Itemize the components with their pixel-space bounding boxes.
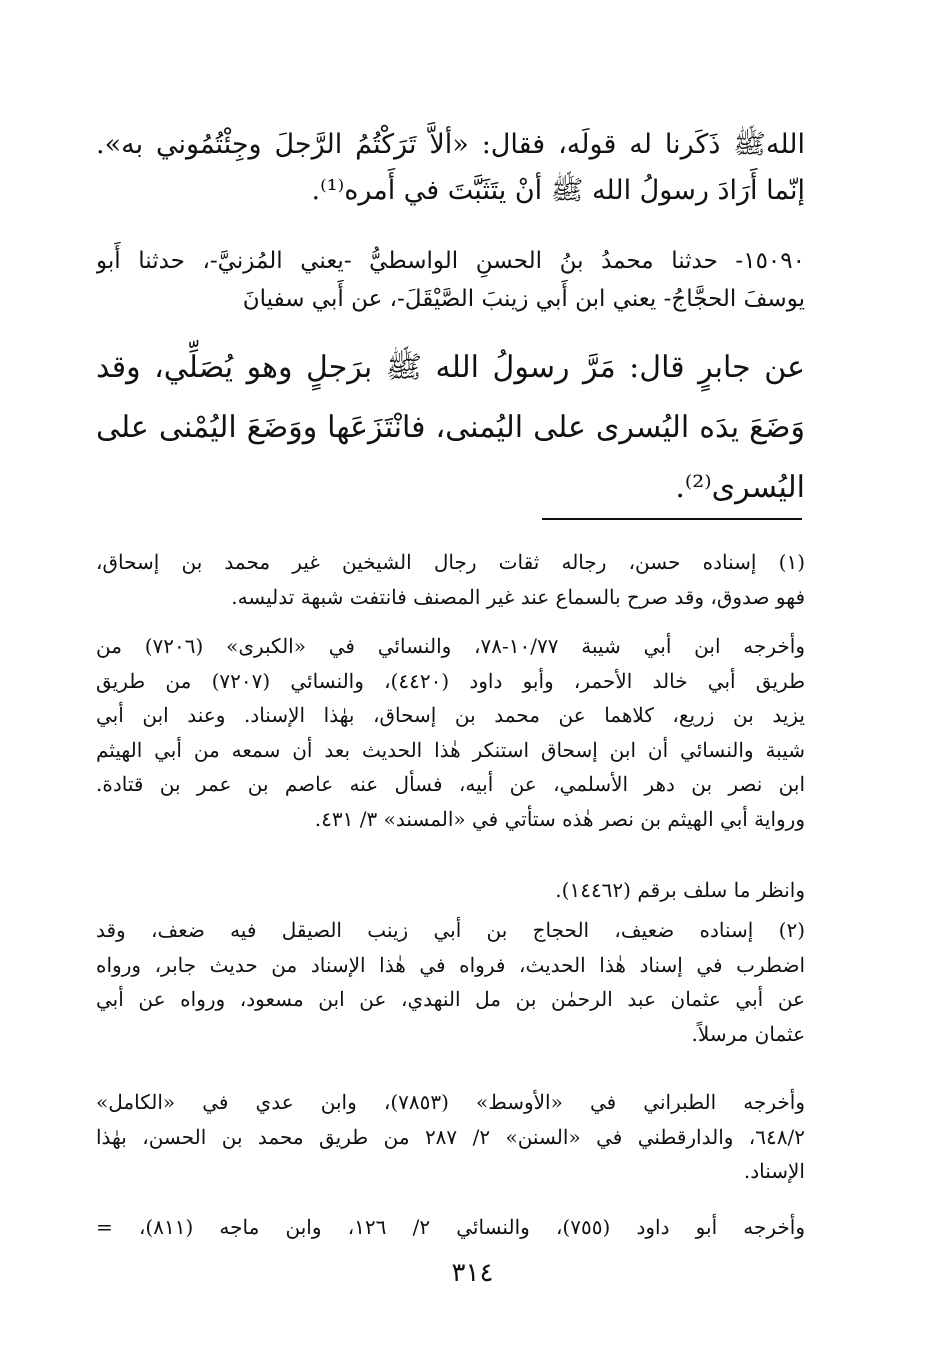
- text-line: عن أبي عثمان عبد الرحمٰن بن مل النهدي، عن ابن مسعود، ورواه عن أبي: [96, 987, 805, 1011]
- footnote-1: [96, 545, 805, 614]
- footnote-2-continued: [96, 1210, 805, 1245]
- text-line: ٦٤٨/٢، والدارقطني في «السنن» ٢/ ٢٨٧ من طريق محمد بن الحسن، بهٰذا: [96, 1124, 805, 1149]
- text-line: إنّما أَرَادَ رسولُ الله ﷺ أنْ يتَثَبَّتَ في أَمره⁽¹⁾.: [311, 175, 805, 206]
- text-line: شيبة والنسائي أن ابن إسحاق استنكر هٰذا الحديث بعد أن سمعه من أبي الهيثم: [96, 737, 805, 762]
- text-line: اليُسرى⁽²⁾.: [675, 470, 805, 505]
- text-line: وأخرجه أبو داود (٧٥٥)، والنسائي ٢/ ١٢٦، وابن ماجه (٨١١)، =: [96, 1215, 805, 1239]
- text-line: يوسفَ الحجَّاجُ- يعني ابن أَبي زينبَ الصَّيْقَلَ-، عن أَبي سفيانَ: [242, 286, 805, 312]
- text-line: ابن نصر بن دهر الأسلمي، عن أبيه، فسأل عنه عاصم بن عمر بن قتادة.: [96, 772, 805, 796]
- main-passage-1: [96, 122, 805, 214]
- footnote-2-takhrij: [96, 1085, 805, 1189]
- text-line: الإسناد.: [743, 1159, 805, 1183]
- text-line: وأخرجه ابن أبي شيبة ١٠/٧٧-٧٨، والنسائي في «الكبرى» (٧٢٠٦) من: [96, 634, 805, 658]
- text-line: يزيد بن زريع، كلاهما عن محمد بن إسحاق، بهٰذا الإسناد. وعند ابن أبي: [96, 703, 805, 727]
- text-line: فهو صدوق، وقد صرح بالسماع عند غير المصنف فانتفت شبهة تدليسه.: [231, 584, 805, 609]
- footnote-1-takhrij: [96, 629, 805, 836]
- text-line: (٢) إسناده ضعيف، الحجاج بن أبي زينب الصيقل فيه ضعف، وقد: [96, 918, 805, 942]
- text-line: عثمان مرسلاً.: [691, 1021, 805, 1046]
- text-line: وانظر ما سلف برقم (١٤٤٦٢).: [555, 878, 805, 902]
- text-line: عن جابرٍ قال: مَرَّ رسولُ الله ﷺ برَجلٍ وهو يُصَلِّي، وقد: [96, 350, 805, 385]
- page-number: ٣١٤: [451, 1258, 494, 1288]
- footnote-1-see-also: [96, 873, 805, 908]
- text-line: طريق أبي خالد الأحمر، وأبو داود (٤٤٢٠)، والنسائي (٧٢٠٧) من طريق: [96, 668, 805, 693]
- footnote-2: [96, 913, 805, 1051]
- text-line: ١٥٠٩٠- حدثنا محمدُ بنُ الحسنِ الواسطيُّ -يعني المُزنيَّ-، حدثنا أَبو: [96, 248, 805, 274]
- text-line: ورواية أبي الهيثم بن نصر هٰذه ستأتي في «المسند» ٣/ ٤٣١.: [314, 806, 805, 831]
- footnote-separator: [542, 518, 802, 520]
- text-line: اضطرب في إسناد هٰذا الحديث، فرواه في هٰذا الإسناد من حديث جابر، ورواه: [96, 952, 805, 977]
- text-line: وَضَعَ يدَه اليُسرى على اليُمنى، فانْتَزَعَها ووَضَعَ اليُمْنى على: [96, 410, 805, 445]
- hadith-isnad: [96, 242, 805, 318]
- main-passage-2: [96, 338, 805, 518]
- text-line: وأخرجه الطبراني في «الأوسط» (٧٨٥٣)، وابن عدي في «الكامل»: [96, 1090, 805, 1114]
- text-line: اللهﷺ ذَكَرنا له قولَه، فقال: «ألاَّ تَرَكْتُمُ الرَّجلَ وجِئْتُمُوني به».: [96, 129, 805, 160]
- text-line: (١) إسناده حسن، رجاله ثقات رجال الشيخين غير محمد بن إسحاق،: [96, 550, 805, 574]
